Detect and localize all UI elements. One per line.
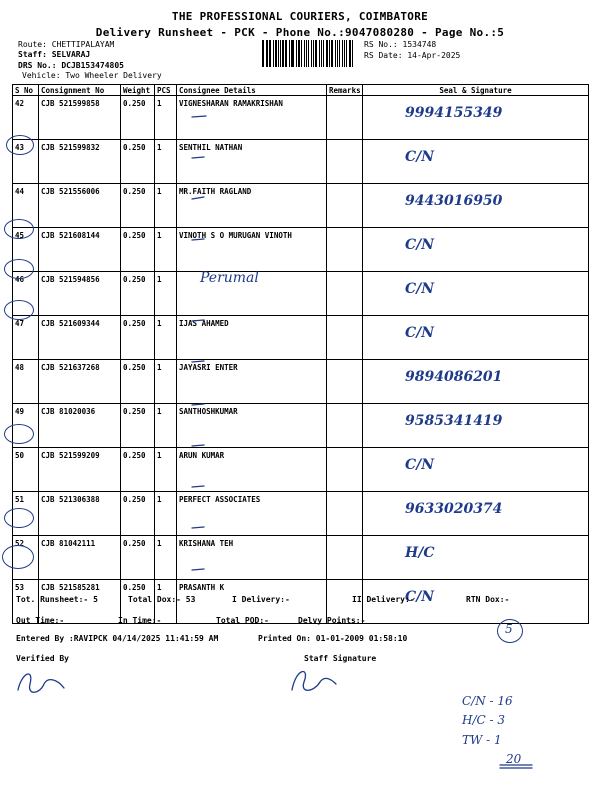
cell-weight: 0.250 (121, 184, 155, 228)
handwritten-seal: H/C (405, 545, 435, 561)
handwritten-seal: 9994155349 (405, 105, 503, 121)
cell-consignee: ARUN KUMAR (177, 448, 327, 492)
cell-consignment: CJB 81042111 (39, 536, 121, 580)
tally-hc: H/C - 3 (462, 713, 506, 727)
cell-pcs: 1 (155, 316, 177, 360)
cell-weight: 0.250 (121, 536, 155, 580)
cell-consignee: PRASANTH K (177, 580, 327, 624)
cell-consignment: CJB 81020036 (39, 404, 121, 448)
cell-consignment: CJB 521599832 (39, 140, 121, 184)
handwritten-seal: C/N (405, 149, 435, 165)
cell-sno: 43 (13, 140, 39, 184)
cell-sno: 49 (13, 404, 39, 448)
column-header: Remarks (327, 85, 363, 96)
verified-by-label: Verified By (16, 654, 69, 663)
cell-sno: 42 (13, 96, 39, 140)
cell-pcs: 1 (155, 448, 177, 492)
entered-by: Entered By :RAVIPCK 04/14/2025 11:41:59 AM (16, 634, 219, 643)
cell-consignee: SANTHOSHKUMAR (177, 404, 327, 448)
tally-cn: C/N - 16 (462, 694, 513, 708)
cell-consignee: PERFECT ASSOCIATES (177, 492, 327, 536)
delvy-points: Delvy Points:- (298, 616, 366, 625)
handwritten-seal: 9443016950 (405, 193, 503, 209)
cell-pcs: 1 (155, 492, 177, 536)
cell-weight: 0.250 (121, 492, 155, 536)
cell-consignment: CJB 521608144 (39, 228, 121, 272)
cell-sno: 46 (13, 272, 39, 316)
tot-runsheet: Tot. Runsheet:- 5 (16, 595, 98, 604)
cell-pcs: 1 (155, 140, 177, 184)
cell-weight: 0.250 (121, 272, 155, 316)
cell-consignee: JAYASRI ENTER (177, 360, 327, 404)
cell-sno: 45 (13, 228, 39, 272)
cell-pcs: 1 (155, 96, 177, 140)
cell-pcs: 1 (155, 404, 177, 448)
cell-pcs: 1 (155, 360, 177, 404)
tally-total: 20 (506, 752, 522, 766)
cell-consignment: CJB 521306388 (39, 492, 121, 536)
company-title: THE PROFESSIONAL COURIERS, COIMBATORE (171, 10, 429, 23)
cell-sno: 44 (13, 184, 39, 228)
ii-delivery: II Delivery:- (352, 595, 415, 604)
cell-consignee: VIGNESHARAN RAMAKRISHAN (177, 96, 327, 140)
cell-sno: 52 (13, 536, 39, 580)
cell-weight: 0.250 (121, 448, 155, 492)
cell-weight: 0.250 (121, 404, 155, 448)
i-delivery: I Delivery:- (232, 595, 290, 604)
cell-pcs: 1 (155, 536, 177, 580)
column-header: Seal & Signature (363, 85, 589, 96)
cell-consignment: CJB 521637268 (39, 360, 121, 404)
column-header: PCS (155, 85, 177, 96)
cell-weight: 0.250 (121, 96, 155, 140)
cell-weight: 0.250 (121, 140, 155, 184)
cell-sno: 51 (13, 492, 39, 536)
cell-sno: 53 (13, 580, 39, 624)
rtn-dox: RTN Dox:- (466, 595, 510, 604)
cell-consignee: MR.FAITH RAGLAND (177, 184, 327, 228)
rs-number: RS No.: 1534748 (364, 40, 437, 49)
column-header: Consignee Details (177, 85, 327, 96)
handwritten-seal: 9633020374 (405, 501, 503, 517)
cell-consignee: SENTHIL NATHAN (177, 140, 327, 184)
cell-consignee: KRISHANA TEH (177, 536, 327, 580)
cell-consignee: VINOTH S O MURUGAN VINOTH (177, 228, 327, 272)
cell-pcs: 1 (155, 272, 177, 316)
cell-sno: 47 (13, 316, 39, 360)
in-time: In Time:- (118, 616, 162, 625)
cell-consignment: CJB 521585281 (39, 580, 121, 624)
cell-pcs: 1 (155, 184, 177, 228)
cell-weight: 0.250 (121, 360, 155, 404)
cell-sno: 50 (13, 448, 39, 492)
vehicle-label: Vehicle: Two Wheeler Delivery (22, 71, 162, 80)
cell-consignment: CJB 521599858 (39, 96, 121, 140)
handwritten-seal: C/N (405, 325, 435, 341)
handwritten-seal: 9585341419 (405, 413, 503, 429)
cell-pcs: 1 (155, 580, 177, 624)
cell-weight: 0.250 (121, 316, 155, 360)
staff-label: Staff: SELVARAJ (18, 50, 91, 59)
handwritten-seal: C/N (405, 457, 435, 473)
total-pod: Total POD:- (216, 616, 269, 625)
rs-date: RS Date: 14-Apr-2025 (364, 51, 461, 60)
cell-weight: 0.250 (121, 228, 155, 272)
page-circle-number: 5 (505, 622, 513, 636)
cell-sno: 48 (13, 360, 39, 404)
runsheet-subtitle: Delivery Runsheet - PCK - Phone No.:9047080280 - Page No.:5 (95, 26, 505, 39)
tally-tw: TW - 1 (462, 733, 502, 747)
column-header: Consignment No (39, 85, 121, 96)
cell-consignment: CJB 521594856 (39, 272, 121, 316)
cell-pcs: 1 (155, 228, 177, 272)
route-label: Route: CHETTIPALAYAM (18, 40, 115, 49)
cell-consignment: CJB 521609344 (39, 316, 121, 360)
printed-on: Printed On: 01-01-2009 01:58:10 (258, 634, 408, 643)
staff-signature-label: Staff Signature (304, 654, 377, 663)
cell-consignment: CJB 521556006 (39, 184, 121, 228)
cell-weight: 0.250 (121, 580, 155, 624)
handwritten-seal: C/N (405, 237, 435, 253)
column-header: Weight (121, 85, 155, 96)
out-time: Out Time:- (16, 616, 65, 625)
cell-consignment: CJB 521599209 (39, 448, 121, 492)
handwritten-seal: C/N (405, 281, 435, 297)
total-dox: Total Dox:- 53 (128, 595, 196, 604)
column-header: S No (13, 85, 39, 96)
handwritten-seal: C/N (405, 589, 435, 605)
handwritten-seal: 9894086201 (405, 369, 503, 385)
handwritten-consignee: Perumal (200, 270, 259, 286)
drs-number: DRS No.: DCJB153474805 (18, 61, 124, 70)
cell-consignee: IJAS AHAMED (177, 316, 327, 360)
